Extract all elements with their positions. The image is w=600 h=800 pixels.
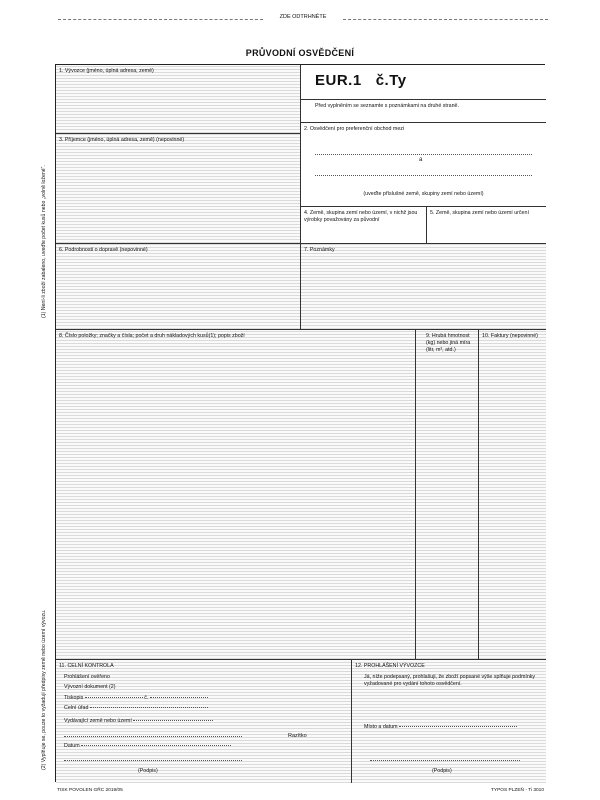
box-11-form-label: Tiskopis [64, 695, 84, 701]
box-11-extra-line[interactable] [64, 736, 242, 737]
box-12-exporter-declaration[interactable] [352, 660, 546, 783]
box-11-number-field[interactable] [150, 697, 208, 698]
eur-title [315, 72, 407, 89]
box-7-label: 7. Poznámky [304, 247, 335, 253]
box-7-remarks[interactable] [301, 244, 546, 330]
box-4-label: 4. Země, skupina zemí nebo území, v nichž jsou výrobky považovány za původní [304, 210, 418, 223]
document-title: PRŮVODNÍ OSVĚDČENÍ [245, 48, 355, 58]
box-5-label: 5. Země, skupina zemí nebo území určení [430, 210, 529, 216]
box-12-label: 12. PROHLÁŠENÍ VÝVOZCE [355, 663, 425, 669]
box-2-caption: (uveďte příslušné země, skupiny zemí nebo území) [363, 191, 484, 197]
box-5-destination-country[interactable] [427, 207, 546, 244]
box-11-issuing-field[interactable] [133, 720, 213, 721]
box-11-office-row [64, 705, 208, 711]
eur-subtitle: Před vyplněním se seznamte s poznámkami na druhé straně. [301, 99, 546, 109]
box-12-text: Já, níže podepsaný, prohlašuji, že zboží popsané výše splňuje podmínky vyžadované pro vydání tohoto osvědčení. [364, 674, 536, 687]
footer-left: TISK POVOLEN GŘC 2019/05 [57, 788, 123, 793]
box-3-consignee[interactable] [56, 134, 301, 244]
box-6-transport[interactable] [56, 244, 301, 330]
box-11-form-row [64, 695, 208, 701]
box-11-form-field[interactable] [85, 697, 143, 698]
cut-dash-left [58, 19, 263, 20]
box-11-signature-label: (Podpis) [138, 768, 158, 774]
cut-dash-right [343, 19, 548, 20]
eur-header [301, 65, 546, 123]
box-11-date-label: Datum [64, 743, 80, 749]
box-10-invoices[interactable] [479, 330, 546, 660]
certificate-form [55, 64, 545, 782]
cut-line-label: ZDE ODTRHNĚTE [279, 14, 327, 20]
box-1-exporter[interactable] [56, 65, 301, 134]
footer-right: TYPOS PLZEŇ - Ti 3010 [490, 788, 544, 793]
box-12-place-date-row [364, 724, 517, 730]
box-11-stamp-label: Razítko [288, 733, 307, 739]
box-11-issuing-row [64, 718, 213, 724]
cut-line [58, 14, 548, 24]
box-11-export-document: Vývozní dokument (2) [64, 684, 116, 690]
box-11-date-row [64, 743, 231, 749]
box-8-goods-description[interactable] [56, 330, 416, 660]
box-11-office-field[interactable] [90, 707, 208, 708]
side-note-upper: (1) Není-li zboží zabaleno, uveďte počet kusů nebo „volně ložené“. [41, 165, 47, 318]
box-1-label: 1. Vývozce (jméno, úplná adresa, země) [59, 68, 154, 74]
box-11-issuing-label: Vydávající země nebo území [64, 718, 132, 724]
box-11-declaration-certified: Prohlášení ověřeno [64, 674, 110, 680]
box-11-number-label: č. [144, 695, 149, 701]
box-11-office-label: Celní úřad [64, 705, 89, 711]
box-4-origin-country[interactable] [301, 207, 427, 244]
box-6-label: 6. Podrobnosti o dopravě (nepovinné) [59, 247, 148, 253]
eur-form-code: EUR.1 [315, 72, 362, 89]
box-11-date-field[interactable] [81, 745, 231, 746]
box-9-label: 9. Hrubá hmotnost (kg) nebo jiná míra (litr, m³, atd.) [426, 333, 471, 353]
box-12-signature-line[interactable] [370, 760, 520, 761]
box-2-preferential-trade[interactable] [301, 123, 546, 207]
box-2-label: 2. Osvědčení pro preferenční obchod mezi [304, 126, 405, 132]
box-9-gross-mass[interactable] [416, 330, 479, 660]
box-10-label: 10. Faktury (nepovinné) [482, 333, 538, 339]
box-2-country-line-1[interactable] [315, 154, 532, 155]
box-12-place-date-field[interactable] [399, 726, 517, 727]
box-11-customs-endorsement[interactable] [56, 660, 352, 783]
eur-number-label: č.Ty [375, 72, 407, 89]
box-11-signature-line[interactable] [64, 760, 242, 761]
box-8-label: 8. Číslo položky; značky a čísla; počet a druh nákladových kusů(1); popis zboží [59, 333, 245, 339]
box-2-and: a [419, 157, 423, 163]
box-2-country-line-2[interactable] [315, 175, 532, 176]
side-note-lower: (2) Vyplňuje se, pouze to vyžadují předpisy země nebo území vývozu. [41, 609, 47, 770]
box-3-label: 3. Příjemce (jméno, úplná adresa, země) (nepovinné) [59, 137, 185, 143]
box-11-label: 11. CELNÍ KONTROLA [59, 663, 114, 669]
box-12-place-date-label: Místo a datum [364, 724, 398, 730]
box-12-signature-label: (Podpis) [432, 768, 452, 774]
